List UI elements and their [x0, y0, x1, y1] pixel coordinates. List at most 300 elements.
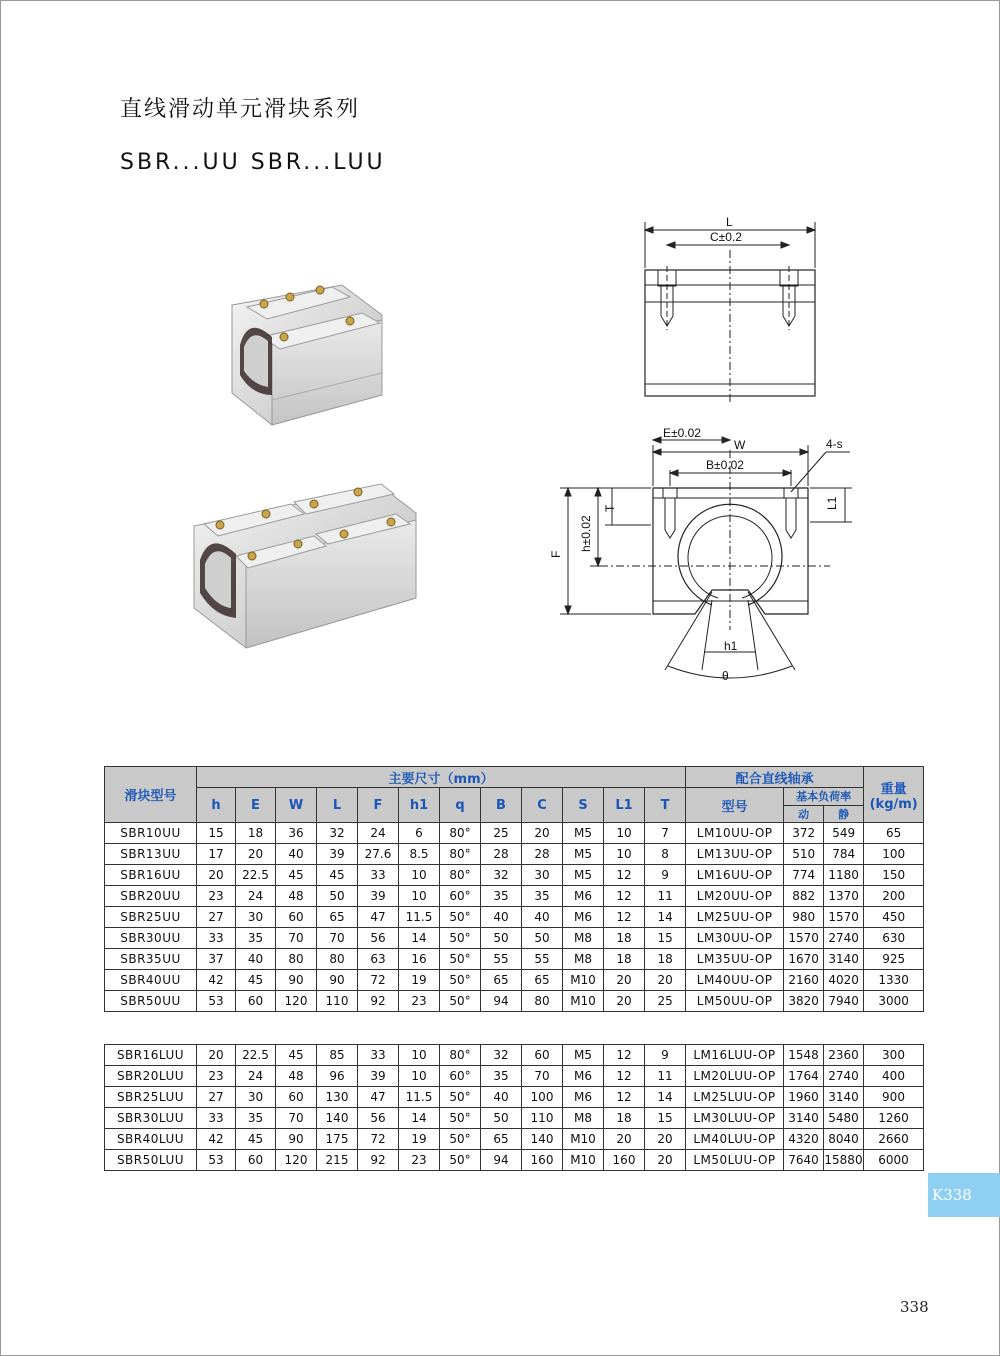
table-cell: 42 — [197, 970, 236, 991]
cell-bearing-model: LM25UU-OP — [686, 907, 784, 928]
table-row — [105, 1066, 924, 1087]
cell-block-model: SBR40LUU — [105, 1129, 197, 1150]
table-cell: 50° — [440, 1129, 481, 1150]
table-cell: 85 — [317, 1045, 358, 1066]
table-cell: 24 — [236, 1066, 276, 1087]
table-cell: 900 — [864, 1087, 924, 1108]
table-cell: M6 — [563, 1087, 604, 1108]
table-cell: 35 — [481, 886, 522, 907]
table-cell: 1260 — [864, 1108, 924, 1129]
table-cell: 100 — [864, 844, 924, 865]
table-cell: 45 — [276, 865, 317, 886]
page-title: 直线滑动单元滑块系列 — [120, 97, 361, 122]
table-cell: 27 — [197, 907, 236, 928]
table-cell: 1570 — [824, 907, 864, 928]
table-cell: 2360 — [824, 1045, 864, 1066]
table-cell: 7940 — [824, 991, 864, 1012]
table-cell: 19 — [399, 1129, 440, 1150]
cell-bearing-model: LM16LUU-OP — [686, 1045, 784, 1066]
table-cell: 1180 — [824, 865, 864, 886]
table-cell: 18 — [645, 949, 686, 970]
table-cell: 630 — [864, 928, 924, 949]
table-cell: 4020 — [824, 970, 864, 991]
dim-label-s: 4-s — [826, 437, 843, 451]
table-cell: 30 — [236, 1087, 276, 1108]
header-dim-col: F — [358, 788, 399, 823]
table-cell: 372 — [784, 823, 824, 844]
table-cell: 33 — [197, 1108, 236, 1129]
table-cell: 42 — [197, 1129, 236, 1150]
table-cell: M5 — [563, 823, 604, 844]
header-block-model: 滑块型号 — [105, 767, 197, 823]
table-cell: 24 — [358, 823, 399, 844]
table-cell: 90 — [317, 970, 358, 991]
cell-block-model: SBR20UU — [105, 886, 197, 907]
table-cell: 33 — [358, 865, 399, 886]
cell-block-model: SBR50LUU — [105, 1150, 197, 1171]
table-cell: 14 — [399, 1108, 440, 1129]
cell-bearing-model: LM30UU-OP — [686, 928, 784, 949]
cell-block-model: SBR13UU — [105, 844, 197, 865]
table-cell: 47 — [358, 1087, 399, 1108]
table-cell: 50 — [522, 928, 563, 949]
table-cell: 27 — [197, 1087, 236, 1108]
table-cell: 7640 — [784, 1150, 824, 1171]
table-cell: 94 — [481, 991, 522, 1012]
header-main-dimensions: 主要尺寸（mm） — [197, 767, 686, 788]
table-cell: 150 — [864, 865, 924, 886]
table-cell: 53 — [197, 991, 236, 1012]
table-cell: 20 — [645, 970, 686, 991]
table-cell: M6 — [563, 1066, 604, 1087]
cell-bearing-model: LM30LUU-OP — [686, 1108, 784, 1129]
table-cell: M8 — [563, 949, 604, 970]
table-cell: 80 — [276, 949, 317, 970]
table-cell: 92 — [358, 991, 399, 1012]
table-cell: 18 — [604, 949, 645, 970]
table-cell: 20 — [236, 844, 276, 865]
table-cell: 53 — [197, 1150, 236, 1171]
cell-bearing-model: LM16UU-OP — [686, 865, 784, 886]
table-cell: 20 — [645, 1129, 686, 1150]
spec-table-uu-body — [105, 823, 924, 1012]
table-cell: 56 — [358, 1108, 399, 1129]
table-cell: 35 — [236, 928, 276, 949]
table-cell: 12 — [604, 865, 645, 886]
table-cell: 2160 — [784, 970, 824, 991]
table-cell: 45 — [236, 1129, 276, 1150]
table-cell: 35 — [236, 1108, 276, 1129]
table-cell: 40 — [236, 949, 276, 970]
table-cell: 48 — [276, 1066, 317, 1087]
table-cell: 11 — [645, 1066, 686, 1087]
table-cell: 15880 — [824, 1150, 864, 1171]
table-cell: 100 — [522, 1087, 563, 1108]
table-cell: M5 — [563, 865, 604, 886]
table-cell: 2740 — [824, 1066, 864, 1087]
header-dim-col: T — [645, 788, 686, 823]
table-cell: 48 — [276, 886, 317, 907]
table-cell: 70 — [276, 928, 317, 949]
table-cell: 50° — [440, 907, 481, 928]
table-cell: 96 — [317, 1066, 358, 1087]
dim-label-t: T — [603, 504, 617, 512]
table-cell: 12 — [604, 1066, 645, 1087]
header-dim-col: B — [481, 788, 522, 823]
table-cell: 24 — [236, 886, 276, 907]
table-cell: 28 — [522, 844, 563, 865]
table-cell: 4320 — [784, 1129, 824, 1150]
cell-block-model: SBR25UU — [105, 907, 197, 928]
table-cell: 2660 — [864, 1129, 924, 1150]
cell-bearing-model: LM10UU-OP — [686, 823, 784, 844]
table-cell: M5 — [563, 844, 604, 865]
technical-drawing — [540, 212, 870, 692]
table-cell: 50° — [440, 928, 481, 949]
table-cell: 774 — [784, 865, 824, 886]
table-cell: 50° — [440, 991, 481, 1012]
table-row — [105, 823, 924, 844]
table-cell: 35 — [522, 886, 563, 907]
table-cell: 39 — [358, 1066, 399, 1087]
table-cell: 39 — [317, 844, 358, 865]
header-dim-col: L1 — [604, 788, 645, 823]
table-cell: 925 — [864, 949, 924, 970]
cell-bearing-model: LM50UU-OP — [686, 991, 784, 1012]
table-cell: M10 — [563, 970, 604, 991]
product-photo-sbr-uu — [222, 275, 392, 435]
dim-label-h1: h1 — [724, 639, 738, 653]
table-cell: 35 — [481, 1066, 522, 1087]
table-cell: 30 — [522, 865, 563, 886]
table-cell: 10 — [604, 823, 645, 844]
table-cell: 92 — [358, 1150, 399, 1171]
table-cell: 60° — [440, 886, 481, 907]
table-cell: 60 — [236, 991, 276, 1012]
cell-block-model: SBR30LUU — [105, 1108, 197, 1129]
table-cell: 120 — [276, 1150, 317, 1171]
table-row — [105, 1150, 924, 1171]
table-cell: 47 — [358, 907, 399, 928]
table-cell: 1670 — [784, 949, 824, 970]
table-cell: 10 — [399, 865, 440, 886]
table-cell: 3820 — [784, 991, 824, 1012]
model-series-title: SBR...UU SBR...LUU — [120, 150, 386, 175]
table-cell: 32 — [317, 823, 358, 844]
table-cell: 7 — [645, 823, 686, 844]
table-row — [105, 928, 924, 949]
table-cell: 65 — [481, 970, 522, 991]
table-cell: 65 — [481, 1129, 522, 1150]
table-cell: 60 — [522, 1045, 563, 1066]
dim-label-w: W — [734, 438, 746, 452]
header-dim-col: E — [236, 788, 276, 823]
table-cell: 80° — [440, 865, 481, 886]
table-cell: 8 — [645, 844, 686, 865]
table-cell: 40 — [481, 1087, 522, 1108]
header-dim-col: C — [522, 788, 563, 823]
table-cell: 23 — [399, 991, 440, 1012]
header-load-static: 静 — [824, 805, 864, 823]
table-cell: 56 — [358, 928, 399, 949]
table-cell: 130 — [317, 1087, 358, 1108]
table-cell: 39 — [358, 886, 399, 907]
table-cell: M8 — [563, 1108, 604, 1129]
table-cell: 70 — [276, 1108, 317, 1129]
table-cell: M10 — [563, 1129, 604, 1150]
table-cell: 90 — [276, 970, 317, 991]
table-cell: 12 — [604, 1045, 645, 1066]
page-number: 338 — [900, 1298, 929, 1316]
table-cell: 18 — [604, 1108, 645, 1129]
table-cell: 15 — [197, 823, 236, 844]
table-cell: 1960 — [784, 1087, 824, 1108]
table-cell: 32 — [481, 865, 522, 886]
table-cell: 9 — [645, 865, 686, 886]
header-dim-col: h1 — [399, 788, 440, 823]
table-cell: 1570 — [784, 928, 824, 949]
table-cell: 18 — [236, 823, 276, 844]
header-dim-col: L — [317, 788, 358, 823]
table-cell: 45 — [236, 970, 276, 991]
table-cell: 50° — [440, 970, 481, 991]
dim-label-theta: θ — [722, 669, 729, 683]
table-cell: 6 — [399, 823, 440, 844]
header-weight — [864, 767, 924, 823]
cell-block-model: SBR10UU — [105, 823, 197, 844]
table-cell: 25 — [481, 823, 522, 844]
table-cell: M10 — [563, 991, 604, 1012]
table-cell: 60° — [440, 1066, 481, 1087]
table-cell: 60 — [276, 907, 317, 928]
table-cell: 20 — [197, 865, 236, 886]
header-load-rating: 基本负荷率 — [784, 788, 864, 806]
table-cell: M10 — [563, 1150, 604, 1171]
table-cell: 20 — [604, 970, 645, 991]
table-cell: 10 — [399, 886, 440, 907]
dim-label-e: E±0.02 — [663, 426, 701, 440]
table-cell: 215 — [317, 1150, 358, 1171]
table-row — [105, 991, 924, 1012]
table-cell: 20 — [522, 823, 563, 844]
cell-bearing-model: LM50LUU-OP — [686, 1150, 784, 1171]
table-cell: 8040 — [824, 1129, 864, 1150]
table-cell: 55 — [481, 949, 522, 970]
table-cell: 140 — [317, 1108, 358, 1129]
table-cell: 23 — [197, 1066, 236, 1087]
table-cell: 14 — [645, 1087, 686, 1108]
table-cell: 50° — [440, 1150, 481, 1171]
table-cell: 20 — [645, 1150, 686, 1171]
table-cell: 23 — [399, 1150, 440, 1171]
table-cell: M6 — [563, 907, 604, 928]
table-cell: 45 — [317, 865, 358, 886]
table-cell: 80° — [440, 823, 481, 844]
table-cell: 1764 — [784, 1066, 824, 1087]
table-cell: 65 — [522, 970, 563, 991]
header-dim-col: W — [276, 788, 317, 823]
table-cell: 980 — [784, 907, 824, 928]
table-cell: 23 — [197, 886, 236, 907]
table-cell: 80 — [522, 991, 563, 1012]
spec-table-luu — [104, 1044, 924, 1171]
cell-bearing-model: LM35UU-OP — [686, 949, 784, 970]
table-cell: 72 — [358, 1129, 399, 1150]
table-cell: 37 — [197, 949, 236, 970]
table-cell: 40 — [481, 907, 522, 928]
table-cell: 90 — [276, 1129, 317, 1150]
table-cell: 50° — [440, 949, 481, 970]
header-weight-label: 重量 — [880, 781, 907, 797]
table-cell: 10 — [399, 1066, 440, 1087]
table-cell: 6000 — [864, 1150, 924, 1171]
table-cell: 50 — [481, 928, 522, 949]
table-cell: 1548 — [784, 1045, 824, 1066]
table-cell: 9 — [645, 1045, 686, 1066]
dim-label-b: B±0.02 — [706, 458, 744, 472]
table-row — [105, 1129, 924, 1150]
table-cell: 175 — [317, 1129, 358, 1150]
table-cell: 22.5 — [236, 1045, 276, 1066]
table-cell: 70 — [522, 1066, 563, 1087]
table-cell: 16 — [399, 949, 440, 970]
table-cell: 72 — [358, 970, 399, 991]
table-cell: 10 — [399, 1045, 440, 1066]
cell-block-model: SBR40UU — [105, 970, 197, 991]
table-cell: 36 — [276, 823, 317, 844]
header-weight-unit: (kg/m) — [869, 796, 918, 812]
chapter-tab: K338 — [928, 1173, 1000, 1217]
table-cell: 65 — [317, 907, 358, 928]
table-cell: 65 — [864, 823, 924, 844]
table-cell: 70 — [317, 928, 358, 949]
table-cell: 160 — [604, 1150, 645, 1171]
table-cell: 12 — [604, 907, 645, 928]
header-dim-col: q — [440, 788, 481, 823]
table-cell: 32 — [481, 1045, 522, 1066]
table-cell: 3000 — [864, 991, 924, 1012]
product-photo-sbr-luu — [186, 478, 432, 653]
table-cell: 12 — [604, 886, 645, 907]
cell-bearing-model: LM13UU-OP — [686, 844, 784, 865]
table-row — [105, 970, 924, 991]
table-cell: 400 — [864, 1066, 924, 1087]
cell-bearing-model: LM25LUU-OP — [686, 1087, 784, 1108]
table-cell: 5480 — [824, 1108, 864, 1129]
table-cell: 11.5 — [399, 907, 440, 928]
header-load-dynamic: 动 — [784, 805, 824, 823]
table-cell: 200 — [864, 886, 924, 907]
table-cell: 2740 — [824, 928, 864, 949]
table-cell: 50 — [317, 886, 358, 907]
cell-block-model: SBR35UU — [105, 949, 197, 970]
table-row — [105, 1108, 924, 1129]
table-cell: 55 — [522, 949, 563, 970]
table-cell: 30 — [236, 907, 276, 928]
table-cell: 11.5 — [399, 1087, 440, 1108]
dim-label-f: F — [549, 550, 563, 558]
table-cell: 882 — [784, 886, 824, 907]
table-cell: 20 — [604, 991, 645, 1012]
table-cell: 12 — [604, 1087, 645, 1108]
table-row — [105, 1045, 924, 1066]
table-cell: 450 — [864, 907, 924, 928]
table-cell: 8.5 — [399, 844, 440, 865]
table-cell: 50° — [440, 1108, 481, 1129]
table-cell: 140 — [522, 1129, 563, 1150]
table-cell: 20 — [197, 1045, 236, 1066]
table-cell: 80 — [317, 949, 358, 970]
table-cell: 45 — [276, 1045, 317, 1066]
cell-bearing-model: LM20UU-OP — [686, 886, 784, 907]
cell-block-model: SBR25LUU — [105, 1087, 197, 1108]
table-cell: 1330 — [864, 970, 924, 991]
dim-label-c: C±0.2 — [710, 230, 742, 244]
cell-block-model: SBR30UU — [105, 928, 197, 949]
cell-bearing-model: LM40LUU-OP — [686, 1129, 784, 1150]
cell-bearing-model: LM40UU-OP — [686, 970, 784, 991]
table-cell: 19 — [399, 970, 440, 991]
header-dim-col: h — [197, 788, 236, 823]
table-cell: 110 — [317, 991, 358, 1012]
table-cell: 60 — [276, 1087, 317, 1108]
table-cell: 160 — [522, 1150, 563, 1171]
table-cell: 20 — [604, 1129, 645, 1150]
table-cell: 22.5 — [236, 865, 276, 886]
table-cell: 110 — [522, 1108, 563, 1129]
table-cell: 3140 — [824, 949, 864, 970]
table-cell: 3140 — [824, 1087, 864, 1108]
table-cell: 50° — [440, 1087, 481, 1108]
table-cell: 15 — [645, 928, 686, 949]
table-cell: 15 — [645, 1108, 686, 1129]
cell-block-model: SBR50UU — [105, 991, 197, 1012]
spec-table-uu — [104, 766, 924, 1012]
header-dim-col: S — [563, 788, 604, 823]
table-cell: 1370 — [824, 886, 864, 907]
table-cell: 18 — [604, 928, 645, 949]
table-cell: 50 — [481, 1108, 522, 1129]
table-cell: 94 — [481, 1150, 522, 1171]
table-cell: 33 — [197, 928, 236, 949]
table-cell: 25 — [645, 991, 686, 1012]
table-cell: 14 — [645, 907, 686, 928]
table-cell: 3140 — [784, 1108, 824, 1129]
table-row — [105, 865, 924, 886]
table-cell: 80° — [440, 844, 481, 865]
table-cell: 10 — [604, 844, 645, 865]
table-cell: 784 — [824, 844, 864, 865]
table-cell: 33 — [358, 1045, 399, 1066]
table-cell: 40 — [276, 844, 317, 865]
table-cell: 27.6 — [358, 844, 399, 865]
table-row — [105, 949, 924, 970]
spec-table-luu-body — [105, 1045, 924, 1171]
table-cell: 510 — [784, 844, 824, 865]
table-row — [105, 907, 924, 928]
table-cell: M5 — [563, 1045, 604, 1066]
table-cell: 60 — [236, 1150, 276, 1171]
table-cell: 40 — [522, 907, 563, 928]
table-cell: 80° — [440, 1045, 481, 1066]
table-row — [105, 886, 924, 907]
table-cell: 17 — [197, 844, 236, 865]
table-row — [105, 1087, 924, 1108]
dim-label-h: h±0.02 — [579, 515, 593, 552]
header-bearing-model: 型号 — [686, 788, 784, 823]
table-cell: 28 — [481, 844, 522, 865]
table-cell: 549 — [824, 823, 864, 844]
